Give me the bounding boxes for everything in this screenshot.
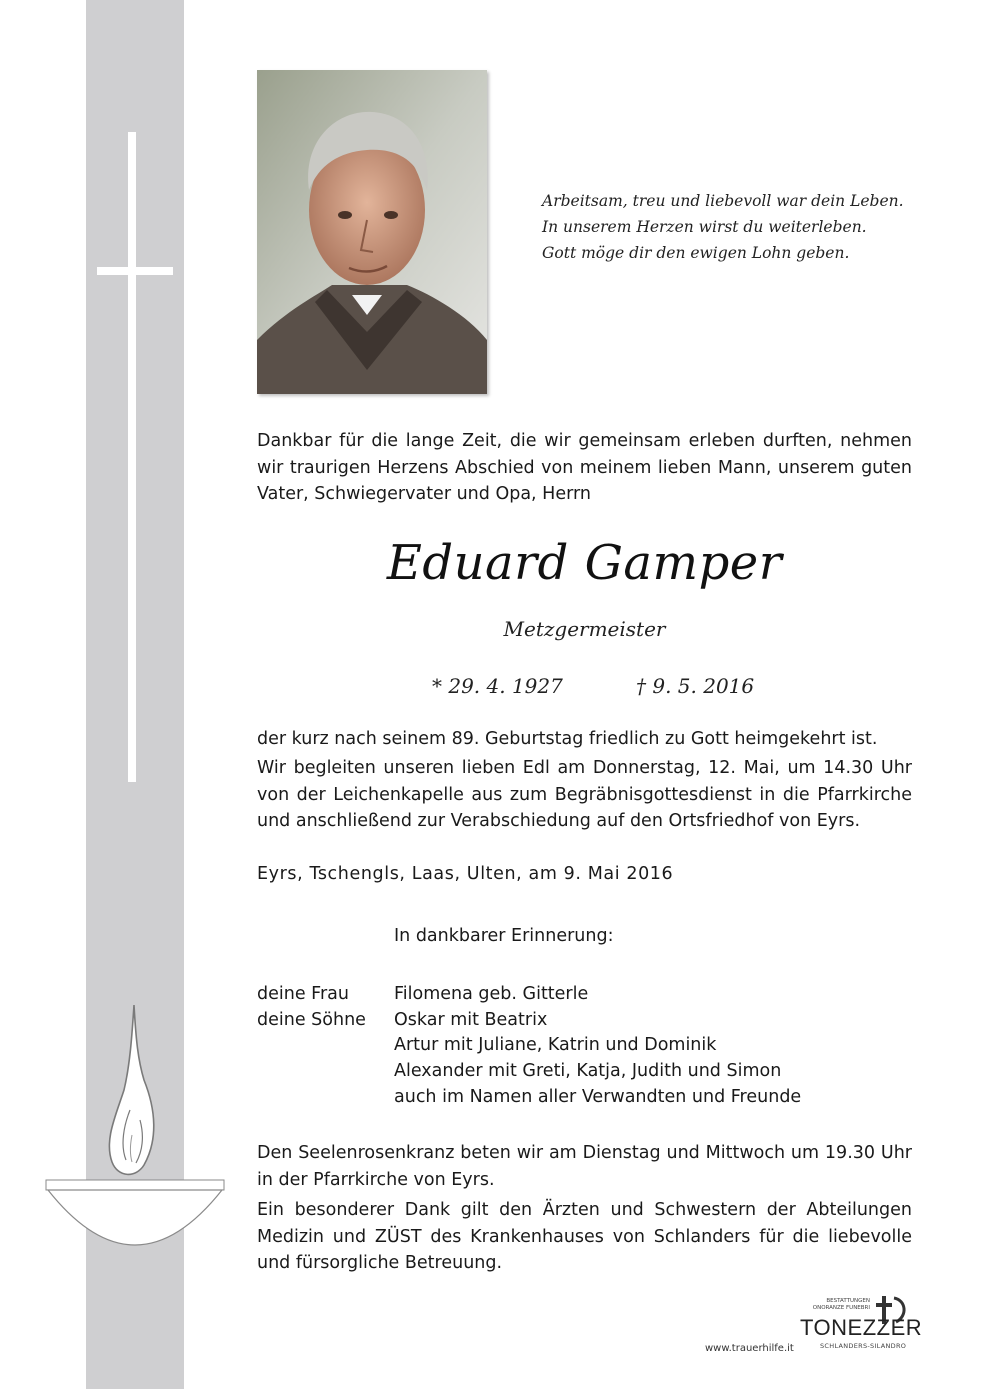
verse — [542, 188, 942, 266]
portrait-photo — [257, 70, 487, 394]
family-row — [257, 1085, 801, 1111]
family-names: Artur mit Juliane, Katrin und Dominik — [394, 1035, 717, 1056]
family-names: auch im Namen aller Verwandten und Freunde — [394, 1086, 802, 1107]
logo-subtitle: SCHLANDERS-SILANDRO — [820, 1342, 907, 1350]
family-names: Oskar mit Beatrix — [394, 1009, 548, 1030]
family-relation — [257, 1085, 394, 1111]
family-names: Filomena geb. Gitterle — [394, 984, 589, 1004]
family-list — [257, 982, 801, 1111]
cross-icon — [128, 132, 136, 782]
family-row — [257, 1008, 801, 1034]
rosary-text: Den Seelenrosenkranz beten wir am Dienstag und Mittwoch um 19.30 Uhr in der Pfarrkirche von Eyrs. — [257, 1143, 912, 1190]
family-row — [257, 1033, 801, 1059]
family-relation — [257, 1033, 394, 1059]
place-date: Eyrs, Tschengls, Laas, Ulten, am 9. Mai 2016 — [257, 864, 674, 884]
passing-text: der kurz nach seinem 89. Geburtstag friedlich zu Gott heimgekehrt ist. — [257, 729, 878, 749]
deceased-name: Eduard Gamper — [386, 535, 783, 591]
family-relation: deine Söhne — [257, 1009, 366, 1030]
family-row — [257, 982, 801, 1008]
occupation: Metzgermeister — [503, 617, 666, 641]
family-names: Alexander mit Greti, Katja, Judith und Simon — [394, 1061, 782, 1082]
family-row — [257, 1059, 801, 1085]
thanks-text: Ein besonderer Dank gilt den Ärzten und Schwestern der Abteilungen Medizin und ZÜST des Krankenhauses von Schlanders für die liebevolle und fürsorgliche Betreuung. — [257, 1200, 912, 1273]
verse-line: In unserem Herzen wirst du weiterleben. — [542, 218, 867, 236]
family-relation: deine Frau — [257, 984, 349, 1004]
memory-heading: In dankbarer Erinnerung: — [394, 926, 614, 946]
logo-brand: TONEZZER — [800, 1315, 923, 1340]
birth-date: * 29. 4. 1927 — [432, 674, 563, 698]
death-date: † 9. 5. 2016 — [636, 674, 755, 698]
logo-small-text: BESTATTUNGEN ONORANZE FUNEBRI — [812, 1298, 870, 1311]
candle-bowl-icon — [40, 1000, 230, 1290]
funeral-home-logo — [800, 1298, 923, 1362]
verse-line: Arbeitsam, treu und liebevoll war dein Leben. — [542, 192, 904, 210]
verse-line: Gott möge dir den ewigen Lohn geben. — [542, 244, 850, 262]
family-relation — [257, 1059, 394, 1085]
intro-text: Dankbar für die lange Zeit, die wir gemeinsam erleben durften, nehmen wir traurigen Herzens Abschied von meinem lieben Mann, unserem guten Vater, Schwiegervater und Opa, Herrn — [257, 431, 912, 504]
cross-icon-bar — [97, 267, 173, 275]
funeral-text: Wir begleiten unseren lieben Edl am Donnerstag, 12. Mai, um 14.30 Uhr von der Leichenkapelle aus zum Begräbnisgottesdienst in die Pfarrkirche und anschließend zur Verabschiedung auf den Ortsfriedhof von Eyrs. — [257, 758, 912, 831]
website-link[interactable]: www.trauerhilfe.it — [705, 1343, 794, 1354]
